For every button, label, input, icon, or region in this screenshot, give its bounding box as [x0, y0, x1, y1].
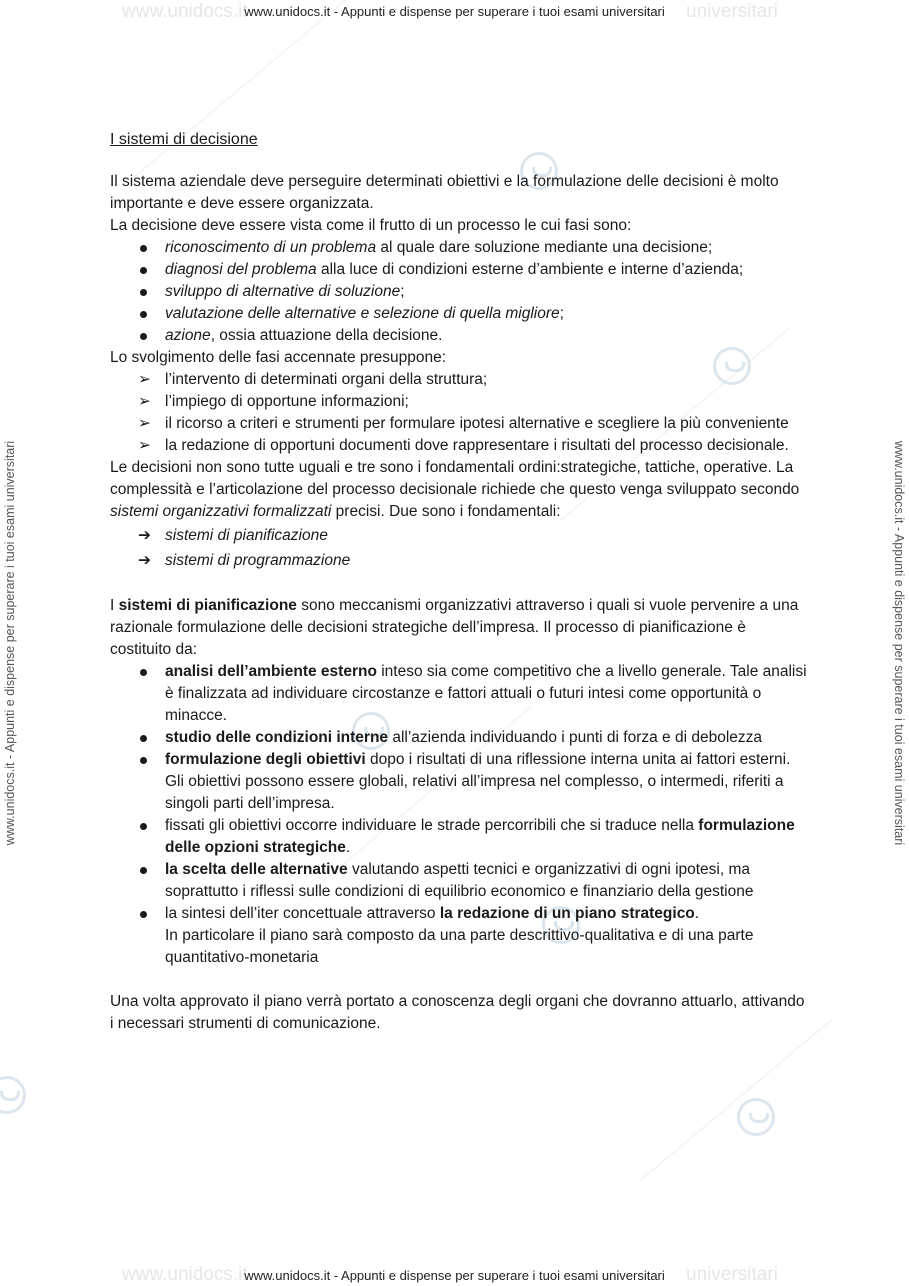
- list-item: ➢ il ricorso a criteri e strumenti per formulare ipotesi alternative e scegliere la più conveniente: [110, 413, 810, 435]
- page-title: I sistemi di decisione: [110, 131, 258, 148]
- bullet-icon: [140, 669, 147, 676]
- planning-steps-list: [110, 661, 810, 969]
- list-item: diagnosi del problema alla luce di condizioni esterne d’ambiente e interne d’azienda;: [110, 259, 810, 281]
- side-watermark-right: www.unidocs.it - Appunti e dispense per superare i tuoi esami universitari: [892, 440, 906, 846]
- arrowhead-bullet-icon: ➢: [138, 371, 151, 388]
- arrowhead-bullet-icon: ➢: [138, 415, 151, 432]
- watermark-ghost-text: universitari: [686, 1264, 778, 1285]
- bullet-icon: [140, 867, 147, 874]
- list-item: azione, ossia attuazione della decisione.: [110, 325, 810, 347]
- systems-list: [110, 523, 810, 573]
- list-item: la scelta delle alternative valutando aspetti tecnici e organizzativi di ogni ipotesi, ma soprattutto i riflessi sulle condizioni di equilibrio economico e finanziario della gestione: [110, 859, 810, 903]
- prereq-intro: Lo svolgimento delle fasi accennate presuppone:: [110, 349, 447, 366]
- watermark-ghost-text: www.unidocs.it: [122, 1, 248, 22]
- side-watermark-left: www.unidocs.it - Appunti e dispense per superare i tuoi esami universitari: [3, 440, 17, 846]
- bullet-icon: [140, 735, 147, 742]
- process-intro: La decisione deve essere vista come il frutto di un processo le cui fasi sono:: [110, 217, 632, 234]
- list-item: ➔ sistemi di pianificazione: [110, 523, 810, 548]
- bullet-icon: [140, 289, 147, 296]
- closing-paragraph: Una volta approvato il piano verrà portato a conoscenza degli organi che dovranno attuarlo, attivando i necessari strumenti di comunicazione.: [110, 993, 805, 1032]
- watermark-ghost-text: www.unidocs.it: [122, 1264, 248, 1285]
- decision-types-paragraph: Le decisioni non sono tutte uguali e tre sono i fondamentali ordini:strategiche, tattiche, operative. La complessità e l’articolazione del processo decisionale richiede che questo venga sviluppato secondo sistemi organizzativi formalizzati precisi. Due sono i fondamentali:: [110, 459, 800, 520]
- list-item: ➢ la redazione di opportuni documenti dove rappresentare i risultati del processo decisionale.: [110, 435, 810, 457]
- watermark-ghost-text: universitari: [686, 1, 778, 22]
- intro-paragraph: Il sistema aziendale deve perseguire determinati obiettivi e la formulazione delle decisioni è molto importante e deve essere organizzata.: [110, 173, 779, 212]
- document-page: [110, 131, 810, 1035]
- list-item: ➔ sistemi di programmazione: [110, 548, 810, 573]
- list-item: fissati gli obiettivi occorre individuare le strade percorribili che si traduce nella formulazione delle opzioni strategiche.: [110, 815, 810, 859]
- list-item: formulazione degli obiettivi dopo i risultati di una riflessione interna unita ai fattori esterni. Gli obiettivi possono essere globali, relativi all’impresa nel complesso, o intermedi, riferiti a singoli parti dell’impresa.: [110, 749, 810, 815]
- list-item: studio delle condizioni interne all’azienda individuando i punti di forza e di debolezza: [110, 727, 810, 749]
- arrow-bullet-icon: ➔: [138, 552, 151, 569]
- arrowhead-bullet-icon: ➢: [138, 437, 151, 454]
- unidocs-logo-icon: [0, 1076, 26, 1114]
- unidocs-logo-icon: [737, 1098, 775, 1136]
- arrow-bullet-icon: ➔: [138, 527, 151, 544]
- list-item: analisi dell’ambiente esterno inteso sia come competitivo che a livello generale. Tale analisi è finalizzata ad individuare circostanze e fattori attuali o futuri intesi come opportunità o minacce.: [110, 661, 810, 727]
- bullet-icon: [140, 311, 147, 318]
- arrowhead-bullet-icon: ➢: [138, 393, 151, 410]
- bullet-icon: [140, 267, 147, 274]
- list-item: sviluppo di alternative di soluzione;: [110, 281, 810, 303]
- phase-list: [110, 237, 810, 347]
- list-item: ➢ l’impiego di opportune informazioni;: [110, 391, 810, 413]
- planning-paragraph: I sistemi di pianificazione sono meccanismi organizzativi attraverso i quali si vuole pervenire a una razionale formulazione delle decisioni strategiche dell’impresa. Il processo di pianificazione è costituito da:: [110, 597, 799, 658]
- prereq-list: [110, 369, 810, 457]
- list-item: la sintesi dell’iter concettuale attraverso la redazione di un piano strategico. In particolare il piano sarà composto da una parte descrittivo-qualitativa e di una parte quantitativo-monetaria: [110, 903, 810, 969]
- bullet-icon: [140, 757, 147, 764]
- list-item: valutazione delle alternative e selezione di quella migliore;: [110, 303, 810, 325]
- footer-watermark: www.unidocs.it - Appunti e dispense per superare i tuoi esami universitari: [244, 1268, 665, 1283]
- header-watermark: www.unidocs.it - Appunti e dispense per superare i tuoi esami universitari: [244, 4, 665, 19]
- bullet-icon: [140, 245, 147, 252]
- list-item: ➢ l’intervento di determinati organi della struttura;: [110, 369, 810, 391]
- bullet-icon: [140, 333, 147, 340]
- list-item: riconoscimento di un problema al quale dare soluzione mediante una decisione;: [110, 237, 810, 259]
- bullet-icon: [140, 911, 147, 918]
- bullet-icon: [140, 823, 147, 830]
- watermark-line: [640, 1019, 832, 1180]
